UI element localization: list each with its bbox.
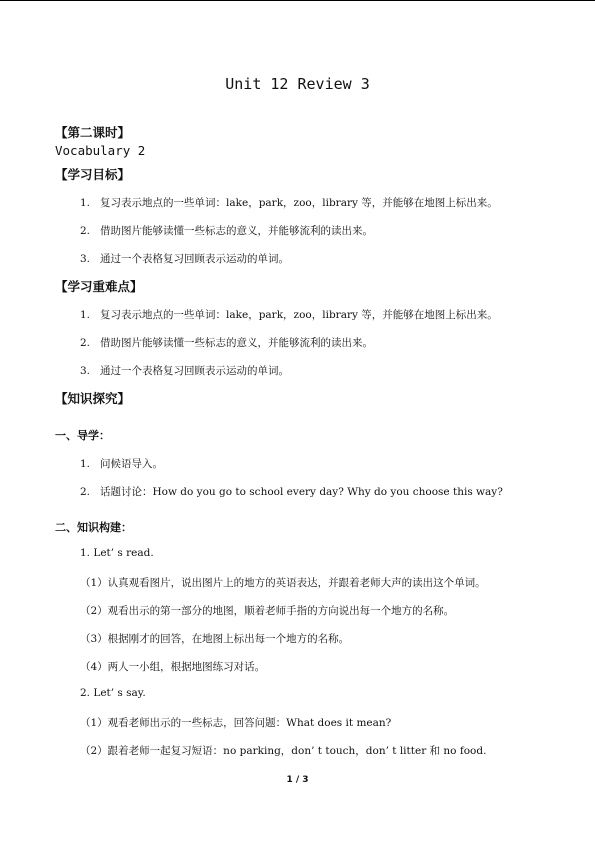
knowledge-building-heading: 二、知识构建： [55,521,132,534]
guide-heading: 一、导学： [55,429,110,442]
key-point-item: 1. 复习表示地点的一些单词：lake，park，zoo，library 等，并能够在地图上标出来。 [80,309,498,321]
vocabulary-heading: Vocabulary 2 [55,143,146,158]
lesson-label: 【第二课时】 [55,125,131,140]
read-step: （3）根据刚才的回答，在地图上标出每一个地方的名称。 [80,633,350,645]
say-step: （1）观看老师出示的一些标志，回答问题：What does it mean? [80,717,392,729]
lets-say-title: 2. Let’ s say. [80,687,146,699]
say-step: （2）跟着老师一起复习短语：no parking，don’ t touch，don’ t litter 和 no food. [80,745,487,757]
read-step: （1）认真观看图片，说出图片上的地方的英语表达，并跟着老师大声的读出这个单词。 [80,577,486,589]
page-number: 1 / 3 [286,775,309,785]
guide-item: 1. 问候语导入。 [80,458,163,470]
page-top-rule [0,0,595,1]
key-point-item: 2. 借助图片能够读懂一些标志的意义，并能够流利的读出来。 [80,337,373,349]
objectives-heading: 【学习目标】 [55,167,131,182]
read-step: （4）两人一小组，根据地图练习对话。 [80,661,266,673]
lets-read-title: 1. Let’ s read. [80,547,154,559]
page-title: Unit 12 Review 3 [225,75,370,93]
objective-item: 3. 通过一个表格复习回顾表示运动的单词。 [80,253,289,265]
key-point-item: 3. 通过一个表格复习回顾表示运动的单词。 [80,365,289,377]
exploration-heading: 【知识探究】 [55,391,131,406]
key-points-heading: 【学习重难点】 [55,279,143,294]
objective-item: 2. 借助图片能够读懂一些标志的意义，并能够流利的读出来。 [80,225,373,237]
guide-item: 2. 话题讨论：How do you go to school every day? Why do you choose this way? [80,486,503,498]
read-step: （2）观看出示的第一部分的地图，顺着老师手指的方向说出每一个地方的名称。 [80,605,455,617]
objective-item: 1. 复习表示地点的一些单词：lake，park，zoo，library 等，并能够在地图上标出来。 [80,197,498,209]
